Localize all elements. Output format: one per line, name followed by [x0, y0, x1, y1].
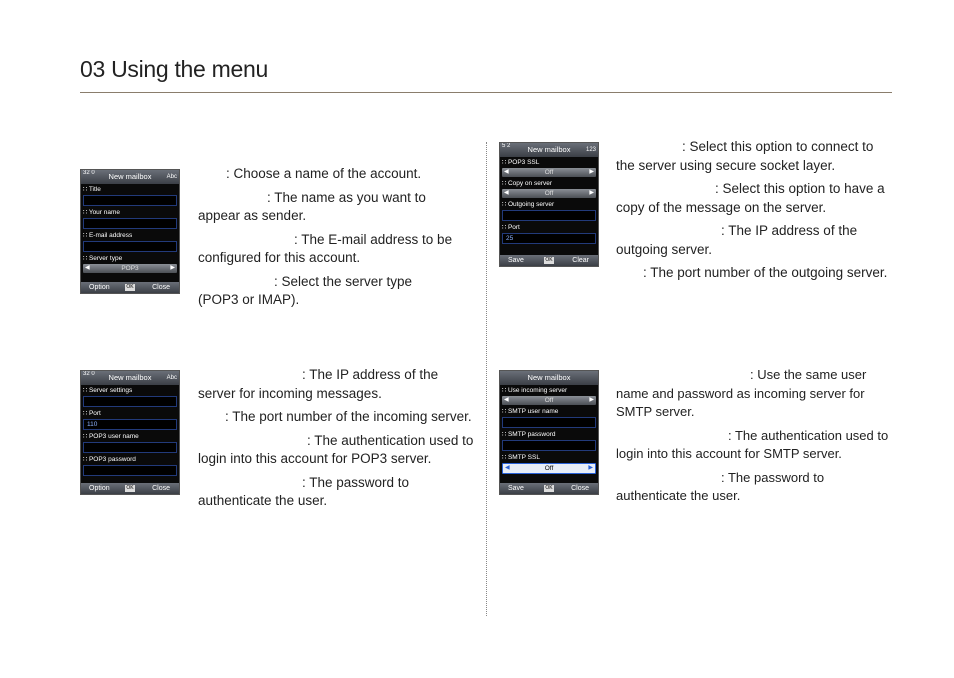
email-address-input[interactable]: [83, 241, 177, 252]
smtp-user-name-description: : The authentication used to: [728, 427, 889, 443]
outgoing-port-description: : The port number of the outgoing server.: [643, 265, 888, 280]
status-indicator: 32 0: [83, 371, 95, 377]
pop3-ssl-label: ∷ POP3 SSL: [502, 159, 540, 166]
server-settings-description-cont: server for incoming messages.: [198, 385, 382, 401]
outgoing-server-description: : The IP address of the: [721, 223, 858, 238]
port-input[interactable]: 25: [502, 233, 596, 244]
server-type-description-cont: (POP3 or IMAP).: [198, 292, 300, 307]
description-incoming: [198, 366, 488, 516]
copy-on-server-description: : Select this option to have a: [715, 181, 885, 196]
pop3-ssl-value: Off: [544, 169, 554, 176]
incoming-port-description: : The port number of the incoming server.: [225, 409, 472, 424]
right-arrow-icon[interactable]: ▶: [170, 265, 175, 271]
softkey-bar: [81, 282, 179, 293]
right-arrow-icon[interactable]: ▶: [589, 397, 594, 403]
save-softkey[interactable]: Save: [508, 257, 524, 264]
email-description: : The E-mail address to be: [294, 231, 453, 247]
page-title: 03 Using the menu: [80, 56, 268, 82]
close-softkey[interactable]: Close: [152, 284, 170, 291]
pop3-user-name-description-cont: login into this account for POP3 server.: [198, 451, 432, 466]
your-name-input[interactable]: [83, 218, 177, 229]
option-softkey[interactable]: Option: [89, 284, 110, 291]
left-arrow-icon[interactable]: ◀: [504, 190, 509, 196]
your-name-label: ∷ Your name: [83, 209, 121, 216]
outgoing-server-description-cont: outgoing server.: [616, 241, 713, 257]
ok-softkey[interactable]: OK: [545, 257, 553, 263]
header-divider: [80, 92, 892, 93]
title-label: ∷ Title: [83, 186, 101, 193]
right-arrow-icon[interactable]: ▶: [588, 465, 593, 471]
status-indicator: 5 2: [502, 143, 511, 149]
close-softkey[interactable]: Close: [571, 485, 589, 492]
pop3-password-input[interactable]: [83, 465, 177, 476]
server-type-value: POP3: [121, 265, 139, 272]
softkey-bar: [81, 483, 179, 494]
pop3-password-description-cont: authenticate the user.: [198, 493, 328, 508]
port-input[interactable]: 110: [83, 419, 177, 430]
input-mode: 123: [585, 147, 596, 153]
pop3-password-label: ∷ POP3 password: [83, 456, 136, 463]
copy-on-server-value: Off: [544, 190, 554, 197]
server-settings-label: ∷ Server settings: [83, 387, 133, 394]
smtp-ssl-select[interactable]: [502, 463, 596, 474]
screen-title: New mailbox: [527, 145, 571, 154]
use-incoming-server-value: Off: [544, 397, 554, 404]
title-input[interactable]: [83, 195, 177, 206]
copy-on-server-select[interactable]: [502, 189, 596, 198]
description-smtp: [616, 366, 906, 511]
left-arrow-icon[interactable]: ◀: [505, 465, 510, 471]
smtp-ssl-value: Off: [544, 465, 554, 472]
phone-screen-incoming: [80, 370, 180, 495]
server-type-label: ∷ Server type: [83, 255, 123, 262]
left-arrow-icon[interactable]: ◀: [504, 169, 509, 175]
pop3-ssl-description-cont: the server using secure socket layer.: [616, 157, 836, 173]
use-incoming-server-description-cont2: SMTP server.: [616, 404, 695, 419]
phone-status-bar: [81, 371, 179, 385]
email-description-cont: configured for this account.: [198, 250, 361, 265]
close-softkey[interactable]: Close: [152, 485, 170, 492]
left-arrow-icon[interactable]: ◀: [504, 397, 509, 403]
ok-softkey[interactable]: OK: [126, 485, 134, 491]
outgoing-server-input[interactable]: [502, 210, 596, 221]
outgoing-server-label: ∷ Outgoing server: [502, 201, 555, 208]
pop3-user-name-input[interactable]: [83, 442, 177, 453]
pop3-password-description: : The password to: [302, 474, 410, 490]
smtp-password-description-cont: authenticate the user.: [616, 488, 741, 503]
port-label: ∷ Port: [502, 224, 520, 231]
smtp-password-description: : The password to: [721, 469, 825, 485]
your-name-description: : The name as you want to: [267, 189, 426, 205]
description-account: [198, 165, 478, 315]
smtp-ssl-label: ∷ SMTP SSL: [502, 454, 540, 461]
input-mode: Abc: [166, 174, 177, 180]
input-mode: Abc: [166, 375, 177, 381]
use-incoming-server-description: : Use the same user: [750, 367, 867, 382]
smtp-password-input[interactable]: [502, 440, 596, 451]
pop3-ssl-select[interactable]: [502, 168, 596, 177]
phone-screen-outgoing: [499, 142, 599, 267]
use-incoming-server-select[interactable]: [502, 396, 596, 405]
clear-softkey[interactable]: Clear: [572, 257, 589, 264]
description-outgoing: [616, 138, 906, 288]
server-settings-description: : The IP address of the: [302, 367, 439, 382]
right-arrow-icon[interactable]: ▶: [589, 169, 594, 175]
ok-softkey[interactable]: OK: [126, 284, 134, 290]
phone-status-bar: [81, 170, 179, 184]
your-name-description-cont: appear as sender.: [198, 208, 307, 223]
port-label: ∷ Port: [83, 410, 101, 417]
phone-status-bar: [500, 143, 598, 157]
title-description: : Choose a name of the account.: [226, 166, 422, 181]
pop3-user-name-description: : The authentication used to: [307, 432, 474, 448]
softkey-bar: [500, 483, 598, 494]
option-softkey[interactable]: Option: [89, 485, 110, 492]
right-arrow-icon[interactable]: ▶: [589, 190, 594, 196]
smtp-user-name-description-cont: login into this account for SMTP server.: [616, 446, 842, 461]
smtp-user-name-input[interactable]: [502, 417, 596, 428]
use-incoming-server-label: ∷ Use incoming server: [502, 387, 568, 394]
smtp-user-name-label: ∷ SMTP user name: [502, 408, 559, 415]
screen-title: New mailbox: [108, 373, 152, 382]
softkey-bar: [500, 255, 598, 266]
phone-screen-account: [80, 169, 180, 294]
screen-title: New mailbox: [527, 373, 571, 382]
copy-on-server-description-cont: copy of the message on the server.: [616, 199, 827, 215]
server-type-description: : Select the server type: [274, 273, 413, 289]
save-softkey[interactable]: Save: [508, 485, 524, 492]
smtp-password-label: ∷ SMTP password: [502, 431, 556, 438]
ok-softkey[interactable]: OK: [545, 485, 553, 491]
pop3-user-name-label: ∷ POP3 user name: [83, 433, 139, 440]
phone-screen-smtp: [499, 370, 599, 495]
phone-status-bar: [500, 371, 598, 385]
copy-on-server-label: ∷ Copy on server: [502, 180, 553, 187]
left-arrow-icon[interactable]: ◀: [85, 265, 90, 271]
pop3-ssl-description: : Select this option to connect to: [682, 139, 874, 154]
screen-title: New mailbox: [108, 172, 152, 181]
status-indicator: 32 0: [83, 170, 95, 176]
server-type-select[interactable]: [83, 264, 177, 273]
server-settings-input[interactable]: [83, 396, 177, 407]
use-incoming-server-description-cont: name and password as incoming server for: [616, 385, 865, 401]
email-address-label: ∷ E-mail address: [83, 232, 133, 239]
